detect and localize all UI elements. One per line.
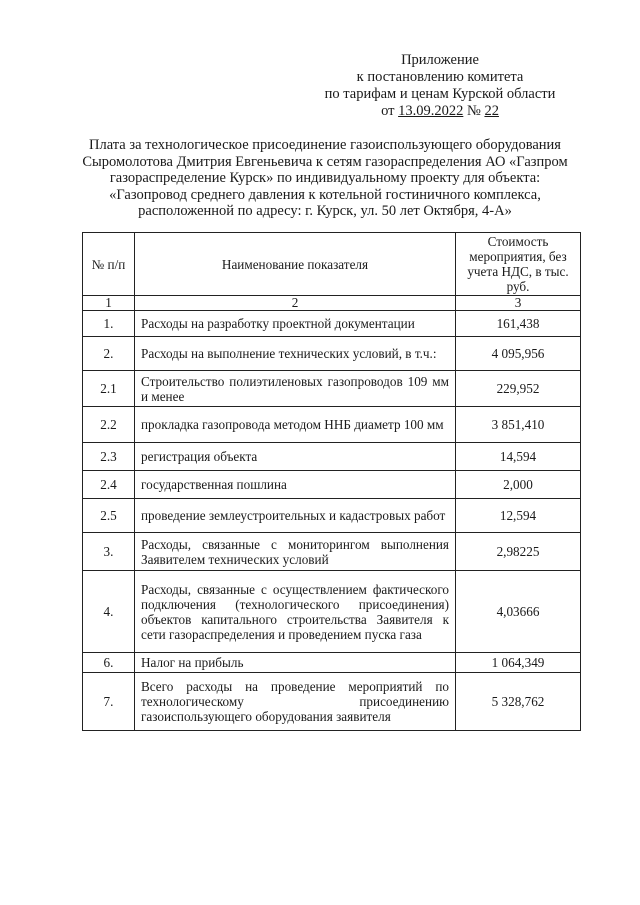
- table-row: [83, 337, 581, 371]
- table-row: [83, 311, 581, 337]
- row-value: 14,594: [456, 443, 581, 471]
- row-name: Расходы, связанные с мониторингом выполнения Заявителем технических условий: [135, 533, 456, 571]
- header-name: Наименование показателя: [135, 233, 456, 296]
- cost-table: [82, 232, 581, 731]
- table-row: [83, 499, 581, 533]
- row-name: регистрация объекта: [135, 443, 456, 471]
- row-name: Расходы, связанные с осуществлением фактического подключения (технологического присоединения) объектов капитального строительства Заявителя к сети газораспределения и проведением пуска газа: [135, 571, 456, 653]
- row-value: 161,438: [456, 311, 581, 337]
- row-num: 4.: [83, 571, 135, 653]
- row-name: проведение землеустроительных и кадастровых работ: [135, 499, 456, 533]
- title-line: Плата за технологическое присоединение газоиспользующего оборудования: [89, 137, 561, 153]
- row-name: Налог на прибыль: [135, 653, 456, 673]
- row-name: Всего расходы на проведение мероприятий по технологическому присоединению газоиспользующего оборудования заявителя: [135, 673, 456, 731]
- row-num: 3.: [83, 533, 135, 571]
- row-value: 2,000: [456, 471, 581, 499]
- appendix-title: Приложение: [401, 52, 479, 68]
- table-row: [83, 371, 581, 407]
- row-num: 2.5: [83, 499, 135, 533]
- row-value: 4,03666: [456, 571, 581, 653]
- header-value: Стоимость мероприятия, без учета НДС, в тыс. руб.: [456, 233, 581, 296]
- appendix-date: 13.09.2022: [398, 103, 464, 119]
- appendix-block: [300, 52, 580, 120]
- title-line: Сыромолотова Дмитрия Евгеньевича к сетям газораспределения АО «Газпром: [82, 153, 568, 170]
- row-value: 4 095,956: [456, 337, 581, 371]
- row-num: 2.3: [83, 443, 135, 471]
- row-value: 229,952: [456, 371, 581, 407]
- row-value: 3 851,410: [456, 407, 581, 443]
- appendix-date-line: [300, 103, 580, 120]
- row-num: 6.: [83, 653, 135, 673]
- row-name: прокладка газопровода методом ННБ диаметр 100 мм: [135, 407, 456, 443]
- row-value: 5 328,762: [456, 673, 581, 731]
- table-row: [83, 533, 581, 571]
- index-cell: 2: [135, 296, 456, 311]
- row-name: Строительство полиэтиленовых газопроводов 109 мм и менее: [135, 371, 456, 407]
- table-row: [83, 443, 581, 471]
- appendix-number: 22: [484, 103, 499, 119]
- row-num: 2.1: [83, 371, 135, 407]
- row-num: 2.: [83, 337, 135, 371]
- row-value: 2,98225: [456, 533, 581, 571]
- table-row: [83, 673, 581, 731]
- row-name: Расходы на выполнение технических условий, в т.ч.:: [135, 337, 456, 371]
- index-cell: 1: [83, 296, 135, 311]
- index-cell: 3: [456, 296, 581, 311]
- appendix-date-prefix: от: [381, 103, 395, 119]
- header-num: № п/п: [83, 233, 135, 296]
- appendix-committee: по тарифам и ценам Курской области: [324, 86, 556, 102]
- table-row: [83, 471, 581, 499]
- row-name: Расходы на разработку проектной документации: [135, 311, 456, 337]
- appendix-decree: к постановлению комитета: [356, 69, 524, 85]
- row-num: 2.4: [83, 471, 135, 499]
- table-index-row: [83, 296, 581, 311]
- title-line: «Газопровод среднего давления к котельной гостиничного комплекса,: [109, 186, 541, 203]
- appendix-number-sign: №: [466, 103, 481, 119]
- row-value: 12,594: [456, 499, 581, 533]
- row-num: 2.2: [83, 407, 135, 443]
- title-line: расположенной по адресу: г. Курск, ул. 50 лет Октября, 4-А»: [138, 203, 512, 219]
- document-title: [60, 137, 590, 220]
- row-num: 7.: [83, 673, 135, 731]
- row-num: 1.: [83, 311, 135, 337]
- table-row: [83, 407, 581, 443]
- row-name: государственная пошлина: [135, 471, 456, 499]
- title-line: газораспределение Курск» по индивидуальному проекту для объекта:: [109, 170, 541, 186]
- table-header-row: [83, 233, 581, 296]
- row-value: 1 064,349: [456, 653, 581, 673]
- table-row: [83, 571, 581, 653]
- table-row: [83, 653, 581, 673]
